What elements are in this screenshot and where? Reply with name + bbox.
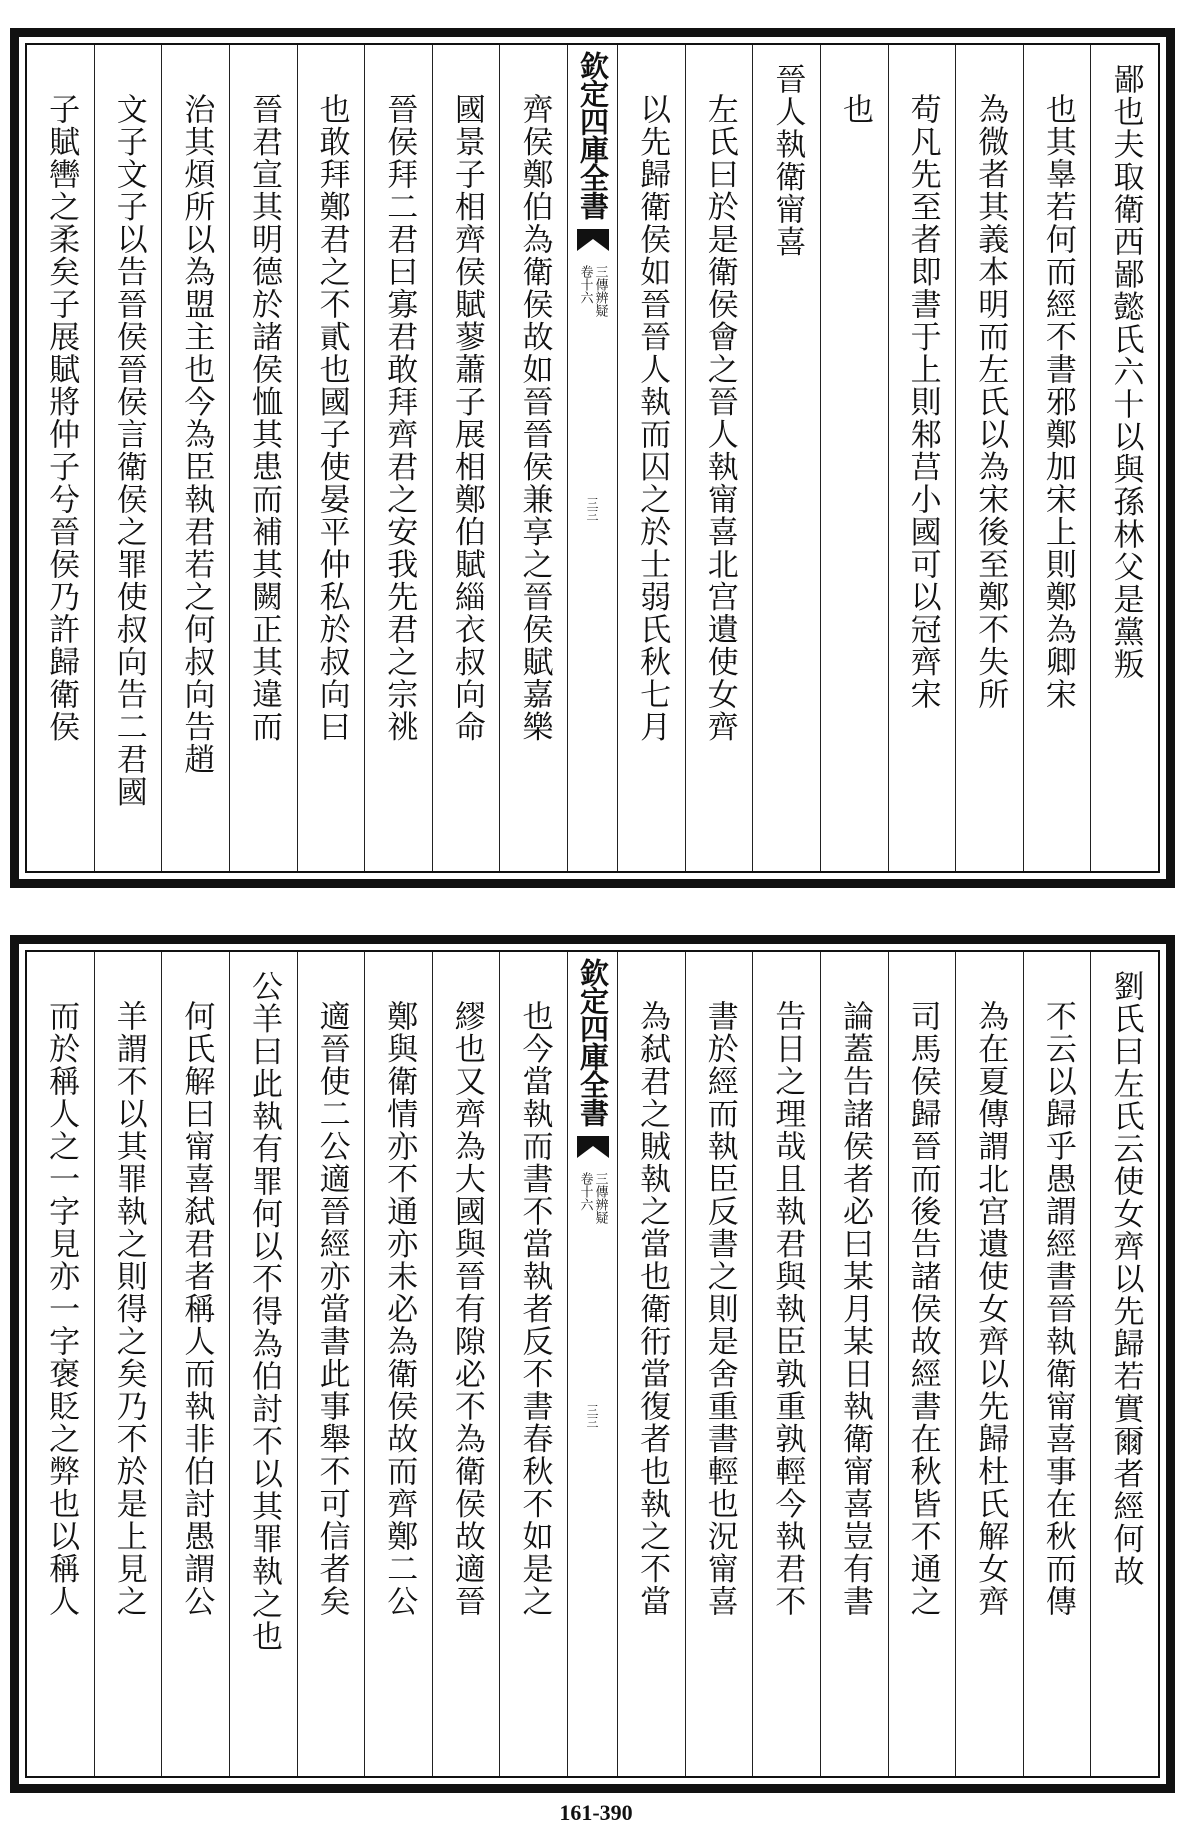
text-column: 書於經而執臣反書之則是舍重書輕也況甯喜: [685, 952, 753, 1776]
top-text-columns: [27, 45, 1158, 871]
banxin-book-info: [579, 1172, 607, 1224]
banxin-title: 欽定四庫全書: [576, 51, 610, 219]
text-column: 也敢拜鄭君之不貳也國子使晏平仲私於叔向曰: [297, 45, 365, 871]
banxin-leaf-number: 三三: [585, 1404, 599, 1428]
text-column: 適晉使二公適晉經亦當書此事舉不可信者矣: [297, 952, 365, 1776]
banxin-book-info: [579, 265, 607, 317]
text-column: 為微者其義本明而左氏以為宋後至鄭不失所: [955, 45, 1023, 871]
banxin-leaf-number: 三三: [585, 497, 599, 521]
banxin-volume: 卷十六: [577, 1172, 593, 1211]
text-column: 鄭與衛情亦不通亦未必為衛侯故而齊鄭二公: [364, 952, 432, 1776]
banxin-book-title: 三傳辨疑: [592, 265, 608, 317]
text-column: 羊謂不以其罪執之則得之矣乃不於是上見之: [94, 952, 162, 1776]
text-column: 也其辠若何而經不書邪鄭加宋上則鄭為卿宋: [1023, 45, 1091, 871]
section-heading-column: 晉人執衛甯喜: [752, 45, 820, 871]
text-column: 子賦轡之柔矣子展賦將仲子兮晉侯乃許歸衛侯: [43, 93, 80, 743]
text-column: 不云以歸乎愚謂經書晉執衛甯喜事在秋而傳: [1023, 952, 1091, 1776]
text-column: 文子文子以告晉侯晉侯言衛侯之罪使叔向告二君國: [94, 45, 162, 871]
text-column: 左氏曰於是衛侯會之晉人執甯喜北宫遺使女齊: [685, 45, 753, 871]
text-column: 為在夏傳謂北宫遺使女齊以先歸杜氏解女齊: [955, 952, 1023, 1776]
text-column: 司馬侯歸晉而後告諸侯故經書在秋皆不通之: [888, 952, 956, 1776]
banxin-book-title: 三傳辨疑: [592, 1172, 608, 1224]
text-column: 告日之理哉且執君與執臣孰重孰輕今執君不: [752, 952, 820, 1776]
text-column: 國景子相齊侯賦蓼蕭子展相鄭伯賦緇衣叔向命: [432, 45, 500, 871]
text-column: 劉氏曰左氏云使女齊以先歸若實爾者經何故: [1090, 952, 1158, 1776]
text-column: 以先歸衛侯如晉晉人執而囚之於士弱氏秋七月: [617, 45, 685, 871]
text-column: 為弑君之賊執之當也衛衎當復者也執之不當: [617, 952, 685, 1776]
center-margin-banxin: [567, 45, 617, 871]
text-column: 也今當執而書不當執者反不書春秋不如是之: [499, 952, 567, 1776]
text-column: 苟凡先至者即書于上則邾莒小國可以冠齊宋: [888, 45, 956, 871]
footer-page-number: 161-390: [559, 1800, 633, 1825]
fishtail-mark-icon: [577, 1136, 609, 1158]
text-column: 繆也又齊為大國與晉有隙必不為衛侯故適晉: [432, 952, 500, 1776]
bottom-page-panel: [10, 935, 1175, 1793]
fishtail-mark-icon: [577, 229, 609, 251]
text-column: 公羊曰此執有罪何以不得為伯討不以其罪執之也: [229, 952, 297, 1776]
banxin-title: 欽定四庫全書: [576, 958, 610, 1126]
text-column: 晉君宣其明德於諸侯恤其患而補其闕正其違而: [229, 45, 297, 871]
text-column: 鄙也夫取衛西鄙懿氏六十以與孫林父是黨叛: [1090, 45, 1158, 871]
banxin-volume: 卷十六: [577, 265, 593, 304]
text-column: 而於稱人之一字見亦一字褒貶之弊也以稱人: [43, 1000, 80, 1618]
text-column: 晉侯拜二君曰寡君敢拜齊君之安我先君之宗祧: [364, 45, 432, 871]
bottom-text-columns: [27, 952, 1158, 1776]
text-column: 何氏解曰甯喜弑君者稱人而執非伯討愚謂公: [161, 952, 229, 1776]
top-page-panel: [10, 28, 1175, 888]
text-column: 論蓋告諸侯者必曰某月某日執衛甯喜豈有書: [820, 952, 888, 1776]
text-column: 治其煩所以為盟主也今為臣執君若之何叔向告趙: [161, 45, 229, 871]
text-column: 也: [820, 45, 888, 871]
center-margin-banxin: [567, 952, 617, 1776]
text-column: 齊侯鄭伯為衛侯故如晉晉侯兼享之晉侯賦嘉樂: [499, 45, 567, 871]
